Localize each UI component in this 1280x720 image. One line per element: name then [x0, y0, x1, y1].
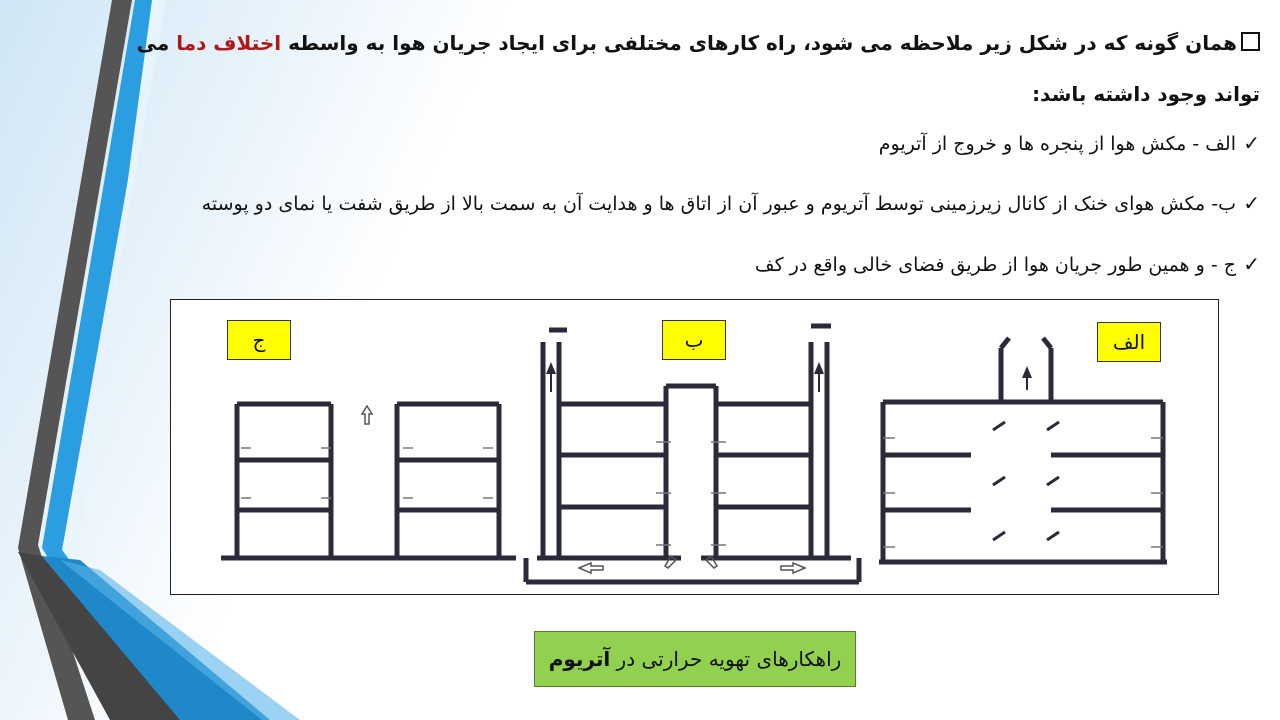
label-alef: الف — [1097, 322, 1161, 362]
heading-highlight: اختلاف دما — [176, 31, 282, 55]
caption-prefix: راهکارهای تهویه حرارتی در — [610, 647, 842, 671]
label-be: ب — [662, 320, 726, 360]
ventilation-diagram — [170, 299, 1219, 595]
figure-caption — [534, 631, 856, 687]
bullet-item-jim — [755, 252, 1260, 276]
diagram-outline-arrows — [362, 406, 805, 573]
heading-paragraph — [120, 18, 1260, 120]
checkmark-icon: ✓ — [1243, 131, 1260, 155]
heading-text-part2: می تواند وجود داشته باشد: — [136, 31, 1260, 106]
diagram-building-alef — [879, 338, 1167, 562]
diagram-building-jim — [221, 404, 516, 558]
bullet-item-alef — [879, 131, 1260, 155]
diagram-building-be — [526, 326, 859, 582]
bullet-text: ب- مکش هوای خنک از کانال زیرزمینی توسط آتریوم و عبور آن از اتاق ها و هدایت آن به سمت بالا از طریق شفت یا نمای دو پوسته — [201, 193, 1236, 215]
checkbox-square-icon — [1241, 32, 1260, 51]
bullet-text: الف - مکش هوا از پنجره ها و خروج از آتریوم — [878, 133, 1236, 155]
caption-bold: آتریوم — [548, 647, 611, 671]
bullet-item-be — [202, 191, 1260, 215]
diagram-arrows — [546, 362, 1032, 392]
heading-text-part1: همان گونه که در شکل زیر ملاحظه می شود، راه کارهای مختلفی برای ایجاد جریان هوا به واسطه — [281, 31, 1237, 55]
diagram-small-vents — [241, 438, 1163, 547]
bullet-text: ج - و همین طور جریان هوا از طریق فضای خالی واقع در کف — [754, 254, 1236, 276]
checkmark-icon: ✓ — [1243, 252, 1260, 276]
label-jim: ج — [227, 320, 291, 360]
checkmark-icon: ✓ — [1243, 191, 1260, 215]
